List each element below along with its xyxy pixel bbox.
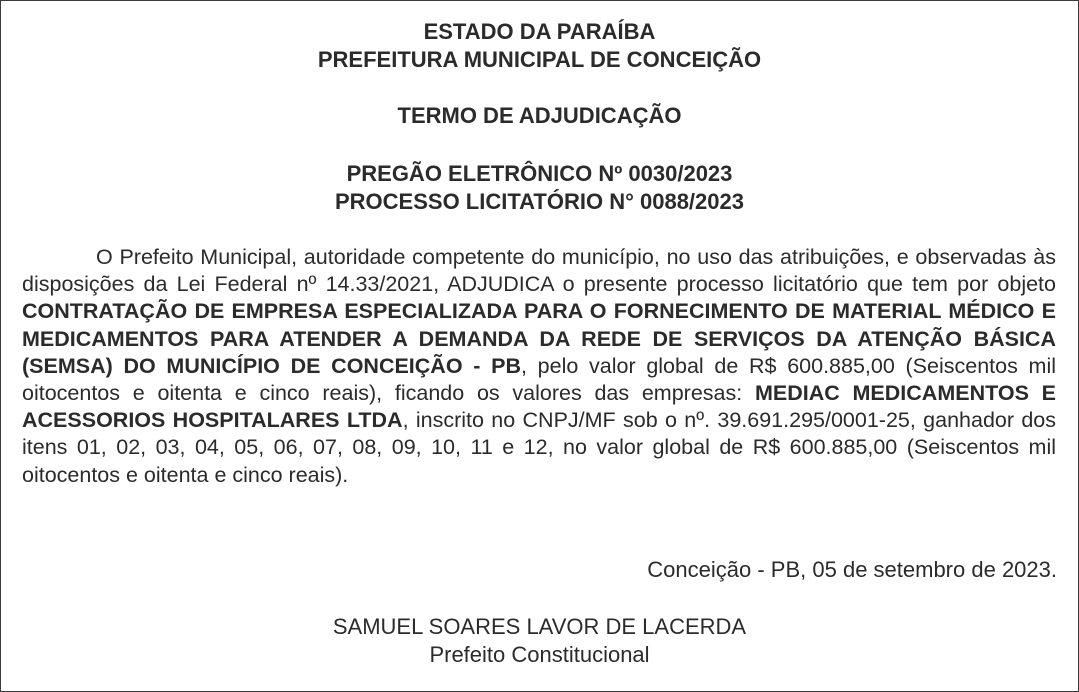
processo-number: PROCESSO LICITATÓRIO N° 0088/2023 bbox=[335, 189, 744, 214]
municipality-heading: PREFEITURA MUNICIPAL DE CONCEIÇÃO bbox=[317, 47, 762, 72]
paragraph-text-3: , inscrito no CNPJ/MF sob o nº. 39.691.295/0001-25, ganhador dos itens 01, 02, 03, 04, 05, 06, 07, 08, 09, 10, 11 e 12, no valor global de R$ 600.885,00 (Seiscentos mil oitocentos e oitenta e cinco reais). bbox=[22, 408, 1057, 487]
pregao-number: PREGÃO ELETRÔNICO Nº 0030/2023 bbox=[346, 161, 733, 186]
procurement-object: CONTRATAÇÃO DE EMPRESA ESPECIALIZADA PARA O FORNECIMENTO DE MATERIAL MÉDICO E MEDICAMENTOS PARA ATENDER A DEMANDA DA REDE DE SERVIÇOS DA ATENÇÃO BÁSICA (SEMSA) DO MUNICÍPIO DE CONCEIÇÃO - PB bbox=[22, 299, 1056, 378]
winning-company: MEDIAC MEDICAMENTOS E ACESSORIOS HOSPITALARES LTDA bbox=[22, 381, 1056, 433]
paragraph-text-2: , pelo valor global de R$ 600.885,00 (Seiscentos mil oitocentos e oitenta e cinco reais), ficando os valores das empresas: bbox=[22, 353, 1056, 406]
signatory-name: SAMUEL SOARES LAVOR DE LACERDA bbox=[332, 614, 747, 639]
place-and-date: Conceição - PB, 05 de setembro de 2023. bbox=[647, 557, 1057, 582]
document-title: TERMO DE ADJUDICAÇÃO bbox=[397, 103, 682, 128]
paragraph-text-1: O Prefeito Municipal, autoridade competente do município, no uso das atribuições, e observadas às disposições da Lei Federal nº 14.33/2021, ADJUDICA o presente processo licitatório que tem por objeto bbox=[22, 245, 1056, 297]
state-heading: ESTADO DA PARAÍBA bbox=[423, 19, 656, 44]
adjudication-paragraph bbox=[22, 244, 1056, 489]
signatory-title: Prefeito Constitucional bbox=[429, 642, 650, 667]
